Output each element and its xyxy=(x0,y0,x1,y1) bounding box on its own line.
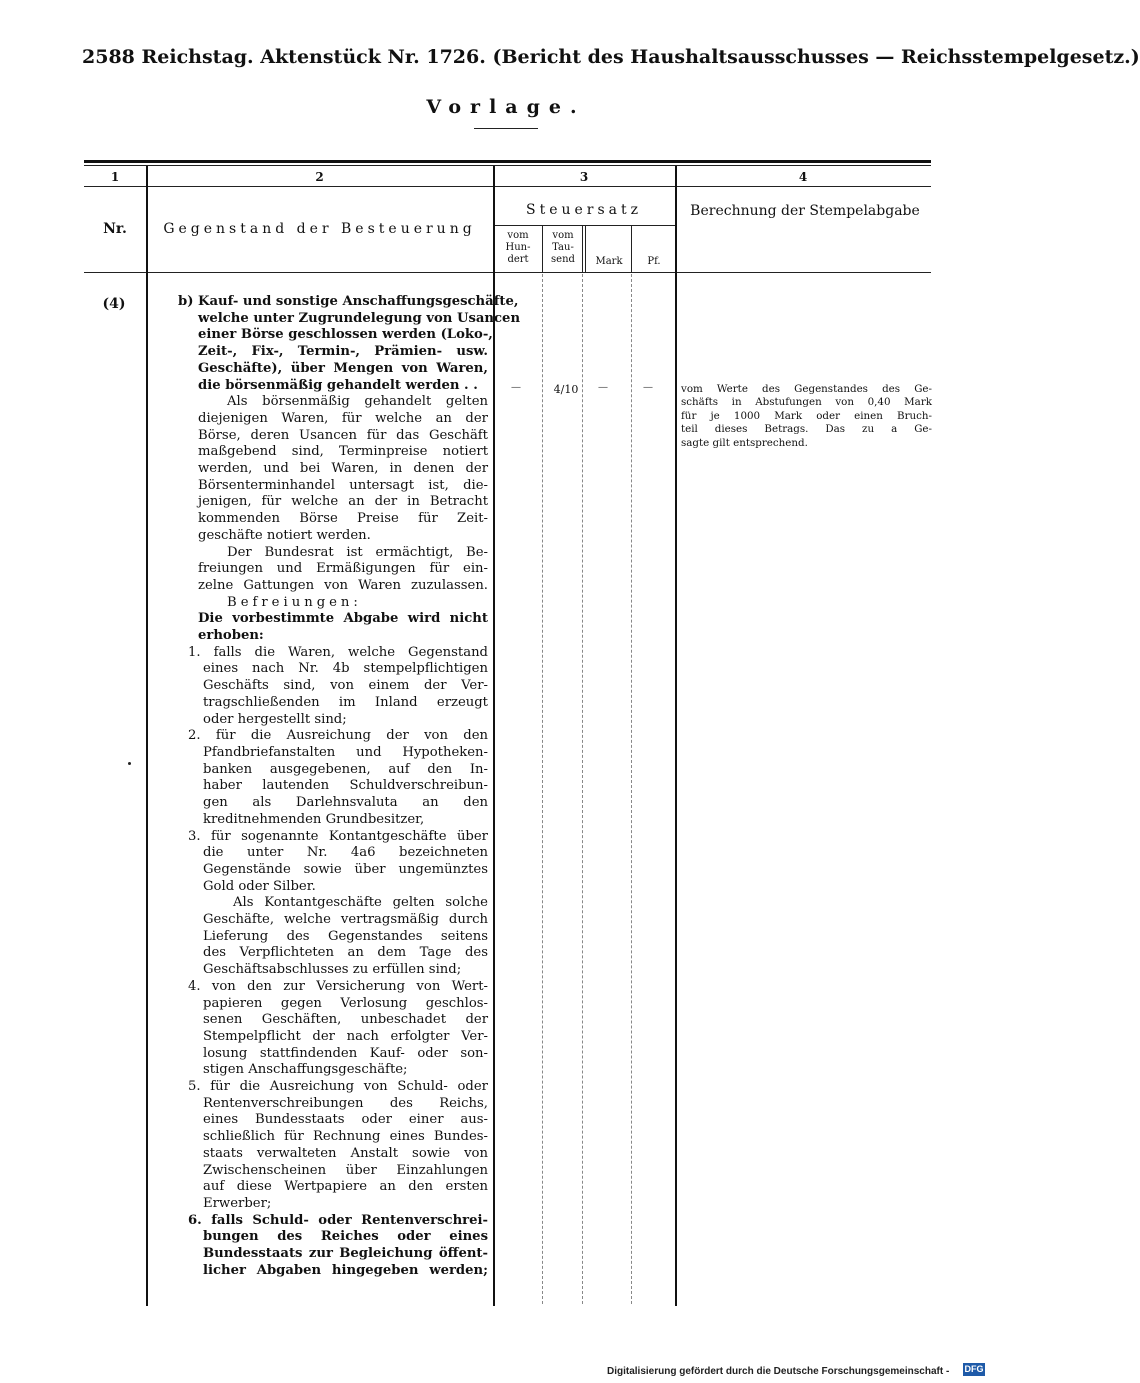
subject-line: freiungen und Ermäßigungen für ein- xyxy=(198,561,488,577)
subject-line: Zeit-, Fix-, Termin-, Prämien- usw. xyxy=(198,344,488,360)
subject-line: die unter Nr. 4a6 bezeichneten xyxy=(203,845,488,861)
subject-line: Geschäfte, welche vertragsmäßig durch xyxy=(203,912,488,928)
column-divider-2 xyxy=(493,166,495,1306)
header-rate: Steuersatz xyxy=(525,202,643,218)
subject-line: Als Kontantgeschäfte gelten solche xyxy=(233,895,488,911)
subject-line: gen als Darlehnsvaluta an den xyxy=(203,795,488,811)
subject-line: Erwerber; xyxy=(203,1195,272,1211)
header-rate-hundert: vom Hun- dert xyxy=(505,230,531,265)
subject-line: losung stattfindenden Kauf- oder son- xyxy=(203,1045,488,1061)
header-rate-tausend: vom Tau- send xyxy=(551,230,575,265)
calc-line: teil dieses Betrags. Das zu a Ge- xyxy=(681,423,932,436)
subject-line: Pfandbriefanstalten und Hypotheken- xyxy=(203,744,488,760)
rate-mark-dash: — xyxy=(598,382,608,393)
calc-line: schäfts in Abstufungen von 0,40 Mark xyxy=(681,396,932,409)
col-number-1: 1 xyxy=(110,170,120,184)
subject-line: 3. für sogenannte Kontantgeschäfte über xyxy=(188,828,488,844)
rate-pf-dash: — xyxy=(643,382,653,393)
subject-line: haber lautenden Schuldverschreibun- xyxy=(203,778,488,794)
subject-line: Die vorbestimmte Abgabe wird nicht xyxy=(198,611,488,627)
subject-line: bungen des Reiches oder eines xyxy=(203,1229,488,1245)
subject-line: Lieferung des Gegenstandes seitens xyxy=(203,928,488,944)
subject-line: kommenden Börse Preise für Zeit- xyxy=(198,511,488,527)
col-number-2: 2 xyxy=(315,170,324,184)
rate-body-divider-1 xyxy=(542,274,543,1304)
calc-line: sagte gilt entsprechend. xyxy=(681,436,808,449)
header-nr: Nr. xyxy=(103,221,127,237)
subject-line: zelne Gattungen von Waren zuzulassen. xyxy=(198,577,488,593)
subject-line: einer Börse geschlossen werden (Loko-, xyxy=(198,327,493,343)
rate-body-divider-3 xyxy=(631,274,632,1304)
entry-number: (4) xyxy=(102,296,126,312)
rate-sub-divider-2b xyxy=(585,226,586,272)
calc-line: vom Werte des Gegenstandes des Ge- xyxy=(681,383,932,395)
subject-line: welche unter Zugrundelegung von Usancen xyxy=(198,310,521,326)
page-title: Vorlage. xyxy=(426,96,586,118)
subject-line: werden, und bei Waren, in denen der xyxy=(198,461,488,477)
rate-tausend-value: 4/10 xyxy=(553,383,579,396)
rate-body-divider-2 xyxy=(582,274,583,1304)
subject-line: Stempelpflicht der nach erfolgter Ver- xyxy=(203,1028,488,1044)
footer-credit: Digitalisierung gefördert durch die Deutsche Forschungsgemeinschaft - xyxy=(607,1366,950,1377)
subject-line: schließlich für Rechnung eines Bundes- xyxy=(203,1129,488,1145)
header-rate-pf: Pf. xyxy=(647,256,661,267)
column-divider-1 xyxy=(146,166,148,1306)
calc-text xyxy=(681,383,932,450)
subject-line: stigen Anschaffungsgeschäfte; xyxy=(203,1062,408,1078)
subject-line: banken ausgegebenen, auf den In- xyxy=(203,761,488,777)
subject-line: des Verpflichteten an dem Tage des xyxy=(203,945,488,961)
column-number-rule xyxy=(84,186,931,187)
header-bottom-rule xyxy=(84,272,931,273)
header-subject: Gegenstand der Besteuerung xyxy=(163,221,476,237)
subject-line: Befreiungen: xyxy=(227,594,362,610)
subject-line: Geschäftsabschlusses zu erfüllen sind; xyxy=(203,962,462,978)
subject-line: b) Kauf- und sonstige Anschaffungsgeschäfte, xyxy=(178,294,519,309)
col-number-3: 3 xyxy=(579,170,589,184)
subject-line: Der Bundesrat ist ermächtigt, Be- xyxy=(227,544,488,560)
subject-line: eines Bundesstaats oder einer aus- xyxy=(203,1112,488,1128)
subject-line: Geschäfts sind, von einem der Ver- xyxy=(203,678,488,694)
subject-line: 1. falls die Waren, welche Gegenstand xyxy=(188,644,488,660)
subject-line: diejenigen Waren, für welche an der xyxy=(198,410,488,426)
dfg-logo: DFG xyxy=(964,1364,984,1374)
subject-line: maßgebend sind, Terminpreise notiert xyxy=(198,444,488,460)
margin-mark xyxy=(128,762,131,765)
subject-line: kreditnehmenden Grundbesitzer, xyxy=(203,811,425,827)
subject-line: Gegenstände sowie über ungemünztes xyxy=(203,861,488,877)
header-rate-mark: Mark xyxy=(595,256,623,267)
title-rule xyxy=(474,128,538,129)
subject-line: auf diese Wertpapiere an den ersten xyxy=(203,1179,488,1195)
column-divider-3 xyxy=(675,166,677,1306)
subject-line: staats verwalteten Anstalt sowie von xyxy=(203,1145,488,1161)
subject-line: 4. von den zur Versicherung von Wert- xyxy=(188,978,488,994)
subject-line: Bundesstaats zur Begleichung öffent- xyxy=(203,1246,488,1262)
subject-line: jenigen, für welche an der in Betracht xyxy=(198,494,488,510)
subject-line: 6. falls Schuld- oder Rentenverschrei- xyxy=(188,1212,488,1228)
subject-line: erhoben: xyxy=(198,628,264,644)
header-calc: Berechnung der Stempelabgabe xyxy=(690,203,920,219)
subject-line: 5. für die Ausreichung von Schuld- oder xyxy=(188,1079,488,1095)
subject-line: papieren gegen Verlosung geschlos- xyxy=(203,995,488,1011)
subject-line: oder hergestellt sind; xyxy=(203,711,347,727)
subject-line: Rentenverschreibungen des Reichs, xyxy=(203,1095,488,1111)
subject-line: Zwischenscheinen über Einzahlungen xyxy=(203,1162,488,1178)
calc-line: für je 1000 Mark oder einen Bruch- xyxy=(681,409,932,422)
subject-line: Als börsenmäßig gehandelt gelten xyxy=(227,394,488,410)
col-number-4: 4 xyxy=(798,170,808,184)
subject-line: eines nach Nr. 4b stempelpflichtigen xyxy=(203,661,488,677)
rate-sub-divider-2 xyxy=(582,226,583,272)
subject-line: geschäfte notiert werden. xyxy=(198,527,371,543)
subject-line: Geschäfte), über Mengen von Waren, xyxy=(198,360,488,376)
rate-hundert-dash: — xyxy=(511,382,521,393)
running-head: 2588 Reichstag. Aktenstück Nr. 1726. (Bericht des Haushaltsausschusses — Reichsstempelgesetz.) xyxy=(82,46,1140,68)
subject-line: Gold oder Silber. xyxy=(203,878,316,894)
rate-sub-divider-3 xyxy=(631,226,632,272)
subject-line: tragschließenden im Inland erzeugt xyxy=(203,694,488,710)
subject-line: Börse, deren Usancen für das Geschäft xyxy=(198,427,488,443)
subject-line: senen Geschäften, unbeschadet der xyxy=(203,1012,488,1028)
subject-text xyxy=(178,294,521,1279)
subject-line: die börsenmäßig gehandelt werden . . xyxy=(198,377,478,393)
table-top-rule-2 xyxy=(84,165,931,166)
rate-sub-divider-1 xyxy=(542,226,543,272)
subject-line: Börsenterminhandel untersagt ist, die- xyxy=(198,477,488,493)
subject-line: 2. für die Ausreichung der von den xyxy=(188,728,488,744)
table-top-rule xyxy=(84,160,931,163)
subject-line: licher Abgaben hingegeben werden; xyxy=(203,1262,488,1278)
